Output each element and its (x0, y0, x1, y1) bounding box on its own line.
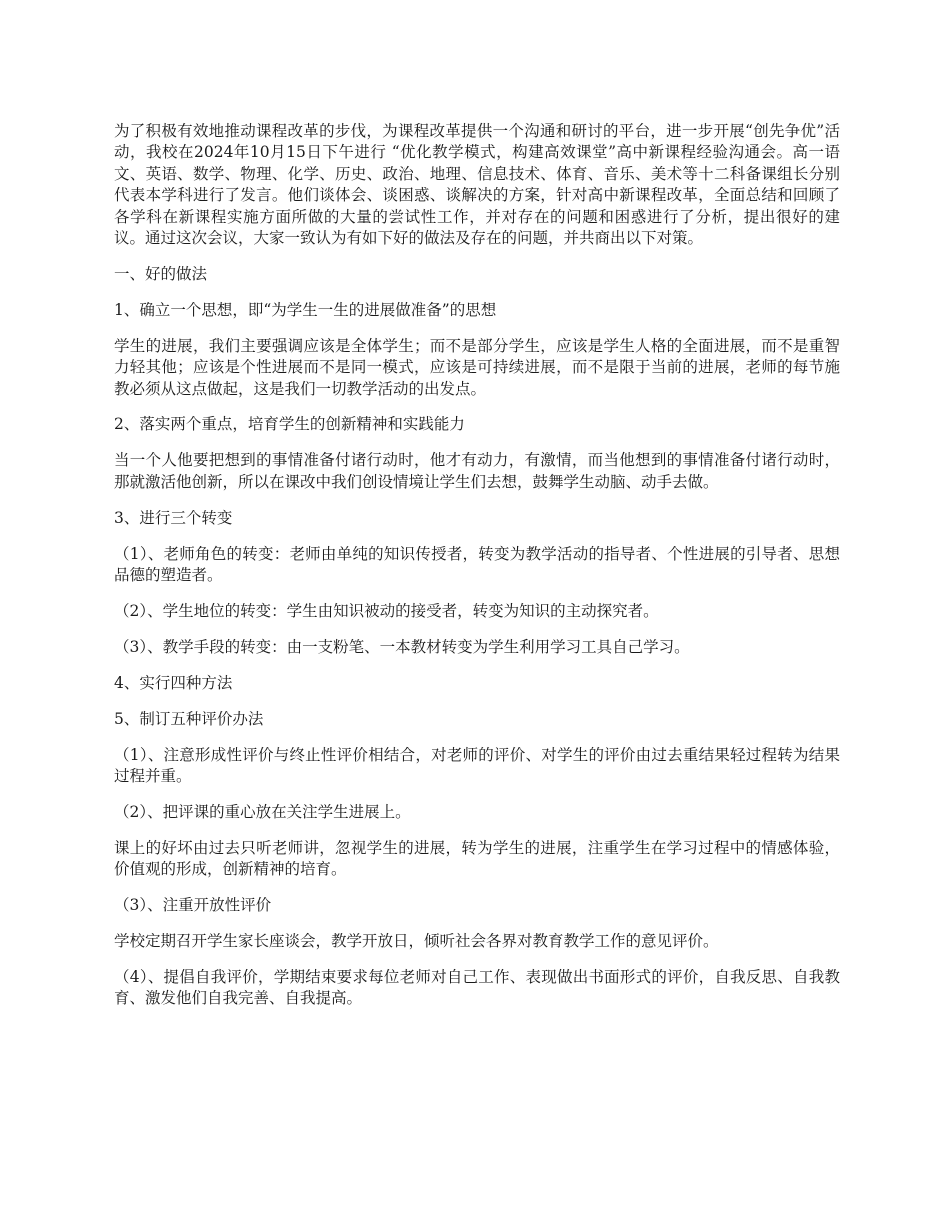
subitem-5-4: （4）、提倡自我评价，学期结束要求每位老师对自己工作、表现做出书面形式的评价，自我反思、自我教育、激发他们自我完善、自我提高。 (114, 967, 840, 1008)
item-heading-5: 5、制订五种评价办法 (114, 709, 264, 728)
subitem-3-3: （3）、教学手段的转变：由一支粉笔、一本教材转变为学生利用学习工具自己学习。 (114, 637, 690, 656)
subitem-5-2-detail: 课上的好坏由过去只听老师讲，忽视学生的进展，转为学生的进展，注重学生在学习过程中的情感体验，价值观的形成，创新精神的培育。 (114, 838, 840, 879)
subitem-5-2: （2）、把评课的重心放在关注学生进展上。 (114, 802, 411, 821)
intro-paragraph: 为了积极有效地推动课程改革的步伐，为课程改革提供一个沟通和研讨的平台，进一步开展“创先争优”活动，我校在2024年10月15日下午进行 “优化教学模式，构建高效课堂”高中新课程经验沟通会。高一语文、英语、数学、物理、化学、历史、政治、地理、信息技术、体育、音乐、美术等十二科备课组长分别代表本学科进行了发言。他们谈体会、谈困惑、谈解决的方案，针对高中新课程改革，全面总结和回顾了各学科在新课程实施方面所做的大量的尝试性工作，并对存在的问题和困惑进行了分析，提出很好的建议。通过这次会议，大家一致认为有如下好的做法及存在的问题，并共商出以下对策。 (114, 122, 840, 248)
item-paragraph-2: 当一个人他要把想到的事情准备付诸行动时，他才有动力，有激情，而当他想到的事情准备付诸行动时，那就激活他创新，所以在课改中我们创设情境让学生们去想，鼓舞学生动脑、动手去做。 (114, 451, 840, 491)
item-heading-2: 2、落实两个重点，培育学生的创新精神和实践能力 (114, 415, 465, 434)
section-heading-good-practices: 一、好的做法 (114, 264, 208, 283)
item-heading-3: 3、进行三个转变 (114, 508, 233, 527)
document-body (114, 121, 840, 1024)
item-heading-4: 4、实行四种方法 (114, 673, 233, 692)
subitem-5-3: （3）、注重开放性评价 (114, 896, 272, 915)
subitem-5-1: （1）、注意形成性评价与终止性评价相结合，对老师的评价、对学生的评价由过去重结果轻过程转为结果过程并重。 (114, 745, 840, 785)
subitem-5-3-detail: 学校定期召开学生家长座谈会，教学开放日，倾听社会各界对教育教学工作的意见评价。 (114, 931, 719, 950)
subitem-3-1: （1）、老师角色的转变：老师由单纯的知识传授者，转变为教学活动的指导者、个性进展的引导者、思想品德的塑造者。 (114, 544, 840, 584)
item-heading-1: 1、确立一个思想，即“为学生一生的进展做准备”的思想 (114, 300, 497, 319)
item-paragraph-1: 学生的进展，我们主要强调应该是全体学生；而不是部分学生，应该是学生人格的全面进展，而不是重智力轻其他；应该是个性进展而不是同一模式，应该是可持续进展，而不是限于当前的进展，老师的每节施教必须从这点做起，这是我们一切教学活动的出发点。 (114, 336, 840, 398)
subitem-3-2: （2）、学生地位的转变：学生由知识被动的接受者，转变为知识的主动探究者。 (114, 601, 659, 620)
